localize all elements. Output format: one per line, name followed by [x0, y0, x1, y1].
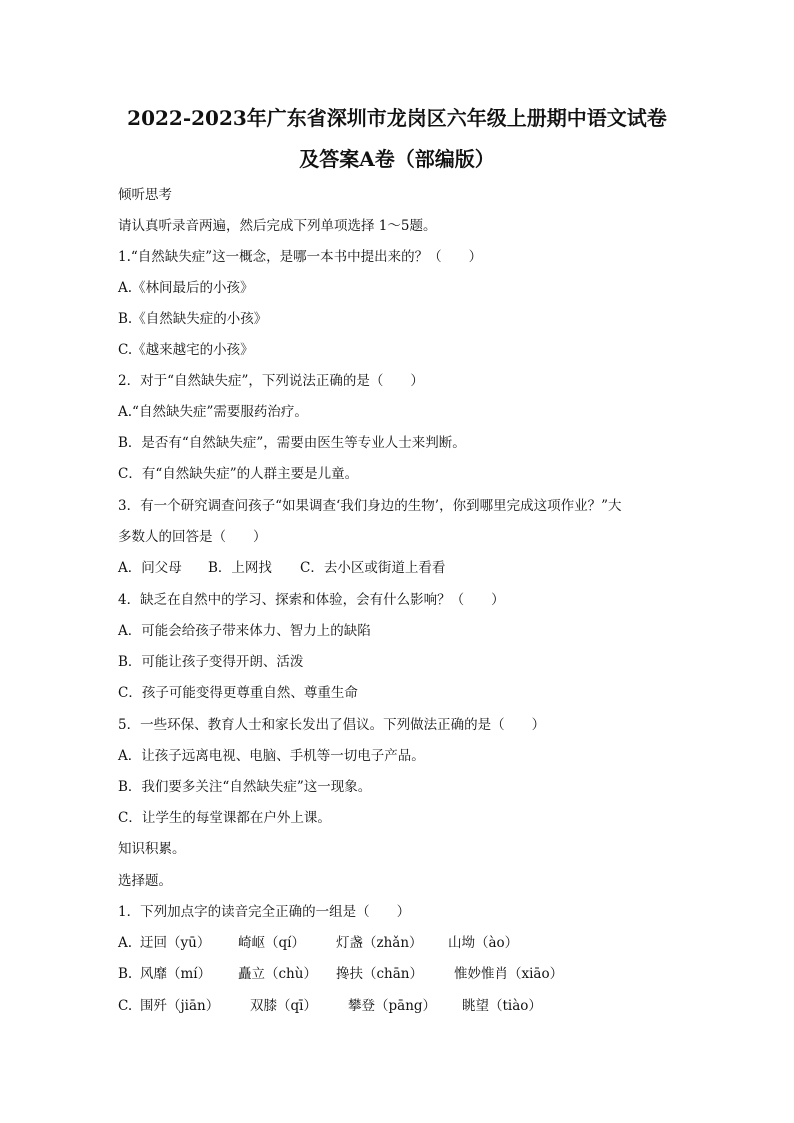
question-5-option-c: C．让学生的每堂课都在户外上课。	[118, 810, 331, 826]
question-5-option-b: B．我们要多关注“自然缺失症”这一现象。	[118, 779, 372, 795]
instruction-text: 请认真听录音两遍，然后完成下列单项选择 1～5题。	[118, 218, 437, 234]
pinyin-row-a-item-1: 迂回（yū）	[140, 935, 211, 951]
pinyin-row-b-item-2: 矗立（chù）	[238, 966, 317, 982]
question-4-option-c: C．孩子可能变得更尊重自然、尊重生命	[118, 685, 358, 701]
pinyin-row-a-item-3: 灯盏（zhǎn）	[336, 935, 423, 951]
question-3-option-b: B．上网找	[208, 560, 272, 576]
pinyin-row-c-item-2: 双膝（qī）	[250, 998, 317, 1014]
section-heading-listening: 倾听思考	[118, 187, 172, 203]
question-5-option-a: A．让孩子远离电视、电脑、手机等一切电子产品。	[118, 748, 425, 764]
question-1-option-c: C.《越来越宅的小孩》	[118, 342, 254, 358]
question-2: 2．对于“自然缺失症”，下列说法正确的是（ ）	[118, 373, 424, 389]
question-1-option-a: A.《林间最后的小孩》	[118, 280, 254, 296]
section-heading-knowledge: 知识积累。	[118, 841, 186, 857]
section-heading-choice: 选择题。	[118, 873, 172, 889]
question-1: 1.“自然缺失症”这一概念，是哪一本书中提出来的？（ ）	[118, 249, 483, 265]
document-title-line-1: 2022-2023年广东省深圳市龙岗区六年级上册期中语文试卷	[127, 106, 667, 130]
pinyin-row-b-item-4: 惟妙惟肖（xiāo）	[454, 966, 564, 982]
pinyin-row-c-item-3: 攀登（pāng）	[348, 998, 437, 1014]
document-title-line-2: 及答案A卷（部编版）	[299, 147, 495, 171]
question-3-option-c: C．去小区或街道上看看	[300, 560, 446, 576]
question-2-option-b: B．是否有“自然缺失症”，需要由医生等专业人士来判断。	[118, 435, 466, 451]
question-1-option-b: B.《自然缺失症的小孩》	[118, 311, 268, 327]
pinyin-row-b-item-3: 搀扶（chān）	[336, 966, 423, 982]
question-2-option-c: C．有“自然缺失症”的人群主要是儿童。	[118, 466, 359, 482]
question-3: 3．有一个研究调查问孩子“如果调查‘我们身边的生物’，你到哪里完成这项作业？”大	[118, 498, 622, 514]
question-5: 5．一些环保、教育人士和家长发出了倡议。下列做法正确的是（ ）	[118, 717, 546, 733]
question-4: 4．缺乏在自然中的学习、探索和体验，会有什么影响？（ ）	[118, 592, 505, 608]
pinyin-row-a-label: A.	[118, 935, 133, 951]
pinyin-row-c-label: C.	[118, 998, 133, 1014]
question-2-option-a: A.“自然缺失症”需要服药治疗。	[118, 404, 308, 420]
pinyin-row-c-item-1: 围歼（jiān）	[140, 998, 220, 1014]
pinyin-row-a-item-4: 山坳（ào）	[448, 935, 519, 951]
question-3-continued: 多数人的回答是（ ）	[118, 529, 267, 545]
pinyin-row-b-item-1: 风靡（mí）	[140, 966, 212, 982]
question-4-option-b: B．可能让孩子变得开朗、活泼	[118, 654, 304, 670]
pinyin-row-b-label: B.	[118, 966, 133, 982]
pinyin-question: 1．下列加点字的读音完全正确的一组是（ ）	[118, 904, 411, 920]
question-3-option-a: A．问父母	[118, 560, 182, 576]
question-4-option-a: A．可能会给孩子带来体力、智力上的缺陷	[118, 623, 371, 639]
pinyin-row-c-item-4: 眺望（tiào）	[462, 998, 542, 1014]
pinyin-row-a-item-2: 崎岖（qí）	[238, 935, 305, 951]
